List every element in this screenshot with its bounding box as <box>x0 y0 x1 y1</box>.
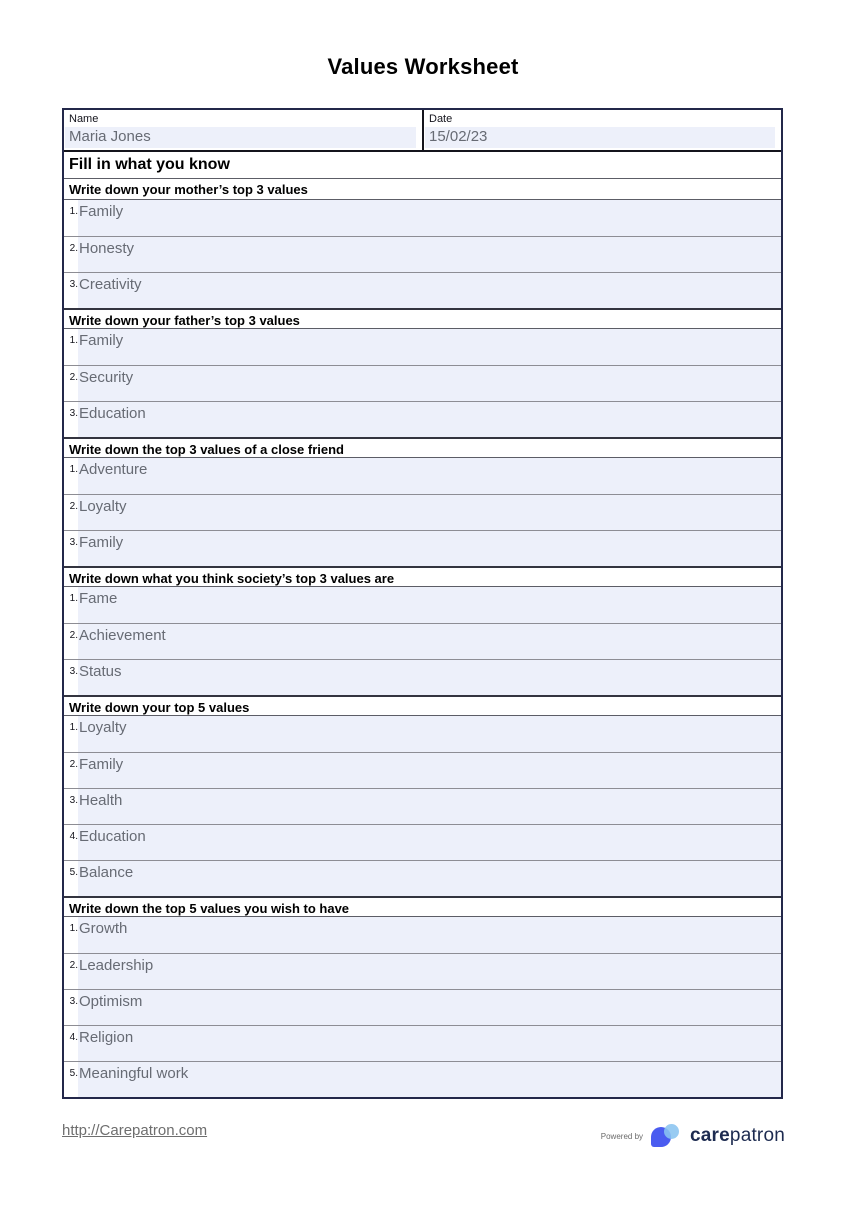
value-field[interactable]: Fame <box>78 587 781 623</box>
row-number: 4. <box>69 831 78 842</box>
value-field[interactable]: Adventure <box>78 458 781 494</box>
value-row <box>64 401 781 437</box>
value-row <box>64 917 781 953</box>
footer <box>62 1122 785 1148</box>
value-row <box>64 365 781 401</box>
section-rows <box>64 200 781 308</box>
row-number: 2. <box>69 960 78 971</box>
brand-name <box>690 1125 785 1147</box>
value-field[interactable]: Religion <box>78 1026 781 1061</box>
carepatron-logo-icon <box>651 1124 682 1148</box>
name-label: Name <box>69 113 99 125</box>
row-number: 5. <box>69 1068 78 1079</box>
worksheet-section <box>64 896 781 1097</box>
section-header: Write down the top 3 values of a close friend <box>64 437 781 458</box>
section-header: Write down your father’s top 3 values <box>64 308 781 329</box>
value-field[interactable]: Family <box>78 753 781 788</box>
value-field[interactable]: Family <box>78 200 781 236</box>
footer-link[interactable]: http://Carepatron.com <box>62 1122 208 1139</box>
name-date-row <box>64 110 781 152</box>
row-number: 2. <box>69 630 78 641</box>
value-row <box>64 236 781 272</box>
value-row <box>64 623 781 659</box>
worksheet-section <box>64 179 781 308</box>
section-header: Write down your mother’s top 3 values <box>64 179 781 200</box>
section-rows <box>64 458 781 566</box>
value-field[interactable]: Loyalty <box>78 716 781 752</box>
worksheet-section <box>64 695 781 896</box>
worksheet-table <box>62 108 783 1099</box>
powered-by-label: Powered by <box>600 1131 644 1141</box>
row-number: 3. <box>69 279 78 290</box>
value-field[interactable]: Optimism <box>78 990 781 1025</box>
value-row <box>64 494 781 530</box>
value-field[interactable]: Education <box>78 402 781 437</box>
name-input[interactable]: Maria Jones <box>65 127 416 148</box>
worksheet-section <box>64 566 781 695</box>
row-number: 4. <box>69 1032 78 1043</box>
date-input[interactable]: 15/02/23 <box>425 127 775 148</box>
value-row <box>64 329 781 365</box>
value-field[interactable]: Honesty <box>78 237 781 272</box>
section-header: Write down what you think society’s top 3 values are <box>64 566 781 587</box>
row-number: 2. <box>69 372 78 383</box>
row-number: 3. <box>69 408 78 419</box>
row-number: 3. <box>69 996 78 1007</box>
value-field[interactable]: Growth <box>78 917 781 953</box>
value-row <box>64 716 781 752</box>
section-rows <box>64 587 781 695</box>
value-field[interactable]: Loyalty <box>78 495 781 530</box>
brand-name-rest: patron <box>729 1125 785 1146</box>
row-number: 1. <box>69 923 78 934</box>
value-field[interactable]: Meaningful work <box>78 1062 781 1097</box>
row-number: 1. <box>69 464 78 475</box>
row-number: 1. <box>69 335 78 346</box>
value-row <box>64 752 781 788</box>
value-field[interactable]: Balance <box>78 861 781 896</box>
powered-by <box>601 1124 785 1148</box>
value-row <box>64 458 781 494</box>
row-number: 5. <box>69 867 78 878</box>
date-cell <box>424 110 781 150</box>
page-title: Values Worksheet <box>327 54 519 79</box>
value-row <box>64 788 781 824</box>
brand-name-bold: care <box>690 1125 730 1146</box>
value-field[interactable]: Leadership <box>78 954 781 989</box>
value-row <box>64 824 781 860</box>
fill-in-header: Fill in what you know <box>64 152 781 179</box>
value-field[interactable]: Health <box>78 789 781 824</box>
sections-container <box>64 179 781 1097</box>
section-rows <box>64 917 781 1097</box>
row-number: 1. <box>69 206 78 217</box>
date-label: Date <box>429 113 453 125</box>
value-field[interactable]: Education <box>78 825 781 860</box>
value-field[interactable]: Status <box>78 660 781 695</box>
name-cell <box>64 110 424 150</box>
row-number: 3. <box>69 666 78 677</box>
value-field[interactable]: Security <box>78 366 781 401</box>
row-number: 3. <box>69 537 78 548</box>
row-number: 1. <box>69 722 78 733</box>
row-number: 3. <box>69 795 78 806</box>
row-number: 1. <box>69 593 78 604</box>
worksheet-section <box>64 437 781 566</box>
value-field[interactable]: Family <box>78 531 781 566</box>
row-number: 2. <box>69 759 78 770</box>
value-row <box>64 860 781 896</box>
value-row <box>64 587 781 623</box>
value-row <box>64 1061 781 1097</box>
worksheet-section <box>64 308 781 437</box>
section-header: Write down the top 5 values you wish to have <box>64 896 781 917</box>
section-rows <box>64 329 781 437</box>
value-field[interactable]: Achievement <box>78 624 781 659</box>
row-number: 2. <box>69 501 78 512</box>
row-number: 2. <box>69 243 78 254</box>
value-row <box>64 530 781 566</box>
value-row <box>64 1025 781 1061</box>
value-row <box>64 200 781 236</box>
value-row <box>64 272 781 308</box>
section-header: Write down your top 5 values <box>64 695 781 716</box>
value-field[interactable]: Creativity <box>78 273 781 308</box>
logo-bubble-light-icon <box>664 1124 679 1139</box>
value-row <box>64 953 781 989</box>
value-row <box>64 989 781 1025</box>
value-field[interactable]: Family <box>78 329 781 365</box>
value-row <box>64 659 781 695</box>
section-rows <box>64 716 781 896</box>
